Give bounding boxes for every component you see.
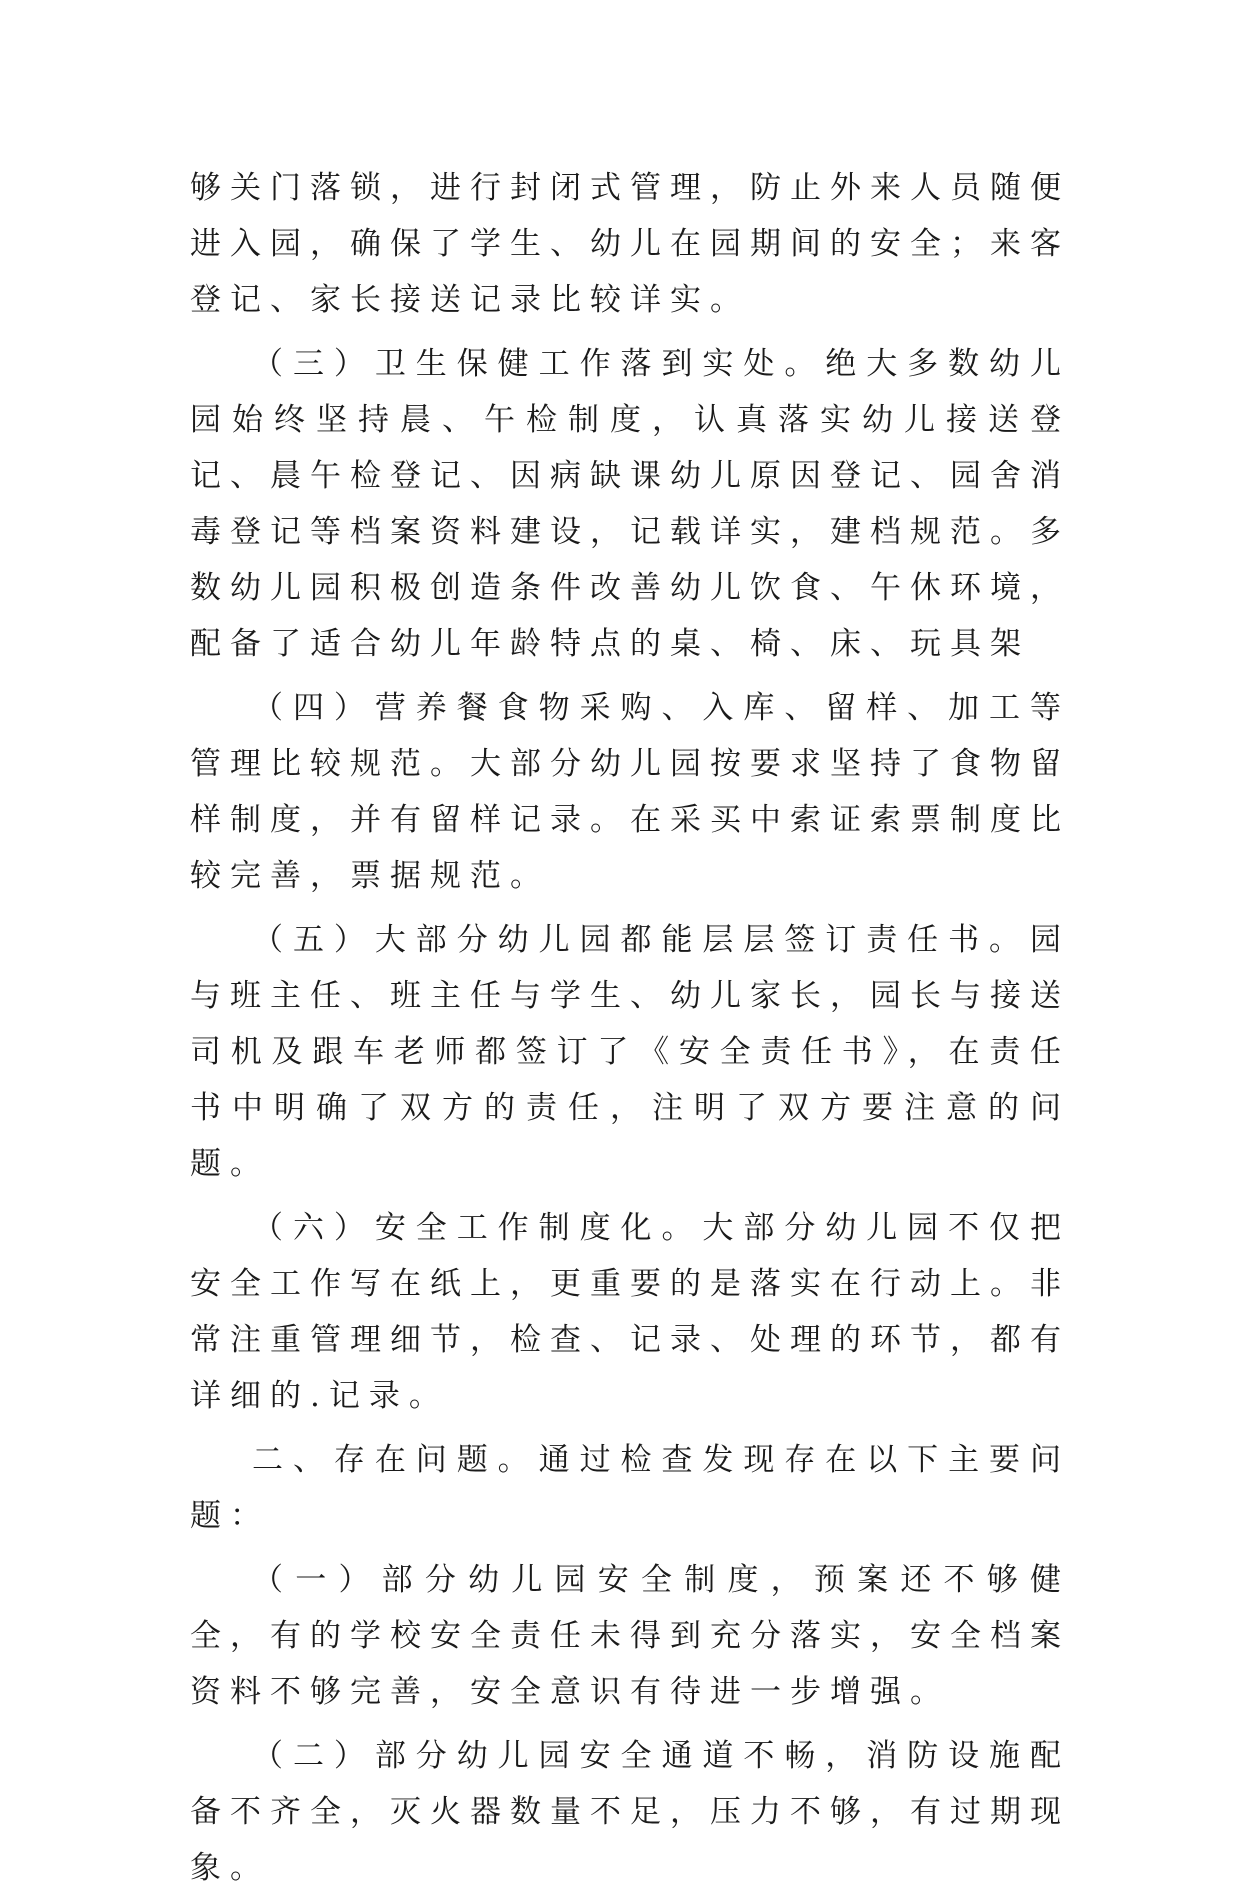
paragraph-safety-systems: （六）安全工作制度化。大部分幼儿园不仅把安全工作写在纸上，更重要的是落实在行动上。非常注重管理细节，检查、记录、处理的环节，都有详细的.记录。 [190, 1210, 1070, 1414]
paragraph-continuation: 够关门落锁，进行封闭式管理，防止外来人员随便进入园，确保了学生、幼儿在园期间的安全；来客登记、家长接送记录比较详实。 [190, 170, 1070, 318]
paragraph-health-care: （三）卫生保健工作落到实处。绝大多数幼儿园始终坚持晨、午检制度，认真落实幼儿接送登记、晨午检登记、因病缺课幼儿原因登记、园舍消毒登记等档案资料建设，记载详实，建档规范。多数幼儿园积极创造条件改善幼儿饮食、午休环境，配备了适合幼儿年龄特点的桌、椅、床、玩具架 [190, 346, 1070, 662]
paragraph-nutrition-meals: （四）营养餐食物采购、入库、留样、加工等管理比较规范。大部分幼儿园按要求坚持了食物留样制度，并有留样记录。在采买中索证索票制度比较完善，票据规范。 [190, 690, 1070, 894]
paragraph-problem-one: （一）部分幼儿园安全制度，预案还不够健全，有的学校安全责任未得到充分落实，安全档案资料不够完善，安全意识有待进一步增强。 [190, 1562, 1070, 1710]
document-body [190, 160, 1070, 1904]
paragraph-problem-two: （二）部分幼儿园安全通道不畅，消防设施配备不齐全，灭火器数量不足，压力不够，有过期现象。 [190, 1738, 1070, 1886]
paragraph-responsibility-letters: （五）大部分幼儿园都能层层签订责任书。园与班主任、班主任与学生、幼儿家长，园长与接送司机及跟车老师都签订了《安全责任书》，在责任书中明确了双方的责任，注明了双方要注意的问题。 [190, 922, 1070, 1182]
section-heading-problems: 二、存在问题。通过检查发现存在以下主要问题： [190, 1442, 1070, 1534]
